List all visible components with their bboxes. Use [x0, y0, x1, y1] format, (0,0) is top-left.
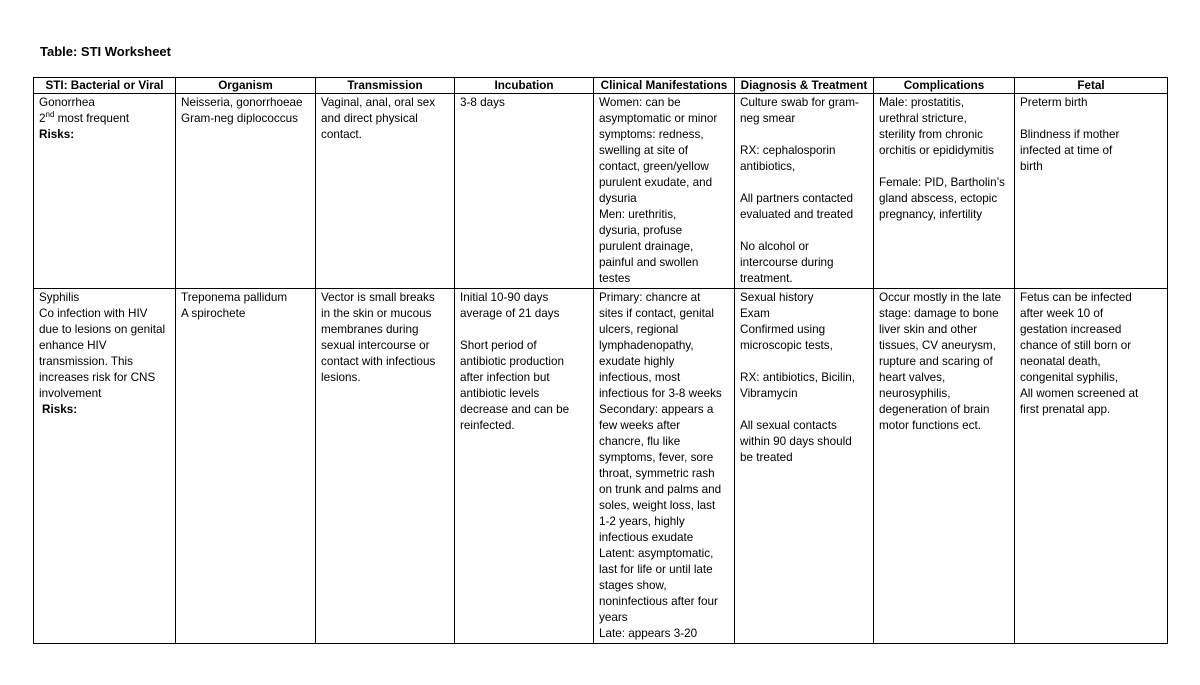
header-clinical-manifestations: Clinical Manifestations [594, 78, 735, 94]
sti-rank: 2nd most frequent [39, 110, 130, 125]
header-transmission: Transmission [316, 78, 455, 94]
table-header-row [34, 78, 1168, 94]
cell-organism: Neisseria, gonorrhoeae Gram-neg diplococcus [176, 94, 316, 289]
cell-complications: Occur mostly in the late stage: damage to bone liver skin and other tissues, CV aneurysm, rupture and scaring of heart valves, neurosyphilis, degeneration of brain motor functions ect. [874, 289, 1015, 644]
cell-fetal: Preterm birth Blindness if mother infected at time of birth [1015, 94, 1168, 289]
cell-transmission: Vector is small breaks in the skin or mucous membranes during sexual intercourse or contact with infectious lesions. [316, 289, 455, 644]
cell-diagnosis-treatment: Sexual history Exam Confirmed using microscopic tests, RX: antibiotics, Bicilin, Vibramycin All sexual contacts within 90 days should be treated [735, 289, 874, 644]
cell-clinical-manifestations: Primary: chancre at sites if contact, genital ulcers, regional lymphadenopathy, exudate highly infectious, most infectious for 3-8 weeks Secondary: appears a few weeks after chancre, flu like symptoms, fever, sore throat, symmetric rash on trunk and palms and soles, weight loss, last 1-2 years, highly infectious exudate Latent: asymptomatic, last for life or until late stages show, noninfectious after four years Late: appears 3-20 [594, 289, 735, 644]
header-organism: Organism [176, 78, 316, 94]
cell-sti: Syphilis Co infection with HIV due to lesions on genital enhance HIV transmission. This increases risk for CNS involvement Risks: [34, 289, 176, 644]
cell-diagnosis-treatment: Culture swab for gram- neg smear RX: cephalosporin antibiotics, All partners contacted evaluated and treated No alcohol or intercourse during treatment. [735, 94, 874, 289]
sti-worksheet-table [33, 77, 1168, 644]
header-complications: Complications [874, 78, 1015, 94]
sti-name: Gonorrhea [39, 96, 95, 109]
cell-transmission: Vaginal, anal, oral sex and direct physical contact. [316, 94, 455, 289]
table-row-gonorrhea [34, 94, 1168, 289]
page-title: Table: STI Worksheet [40, 44, 171, 59]
cell-incubation: 3-8 days [455, 94, 594, 289]
header-fetal: Fetal [1015, 78, 1168, 94]
cell-clinical-manifestations: Women: can be asymptomatic or minor symptoms: redness, swelling at site of contact, green/yellow purulent exudate, and dysuria Men: urethritis, dysuria, profuse purulent drainage, painful and swollen testes [594, 94, 735, 289]
header-incubation: Incubation [455, 78, 594, 94]
cell-incubation: Initial 10-90 days average of 21 days Short period of antibiotic production after infection but antibiotic levels decrease and can be reinfected. [455, 289, 594, 644]
cell-complications: Male: prostatitis, urethral stricture, sterility from chronic orchitis or epididymitis Female: PID, Bartholin’s gland abscess, ectopic pregnancy, infertility [874, 94, 1015, 289]
cell-fetal: Fetus can be infected after week 10 of gestation increased chance of still born or neonatal death, congenital syphilis, All women screened at first prenatal app. [1015, 289, 1168, 644]
table-row-syphilis [34, 289, 1168, 644]
header-sti: STI: Bacterial or Viral [34, 78, 176, 94]
risks-label: Risks: [39, 128, 75, 141]
cell-sti [34, 94, 176, 289]
header-diagnosis-treatment: Diagnosis & Treatment [735, 78, 874, 94]
risks-label: Risks: [42, 403, 78, 416]
cell-organism: Treponema pallidum A spirochete [176, 289, 316, 644]
